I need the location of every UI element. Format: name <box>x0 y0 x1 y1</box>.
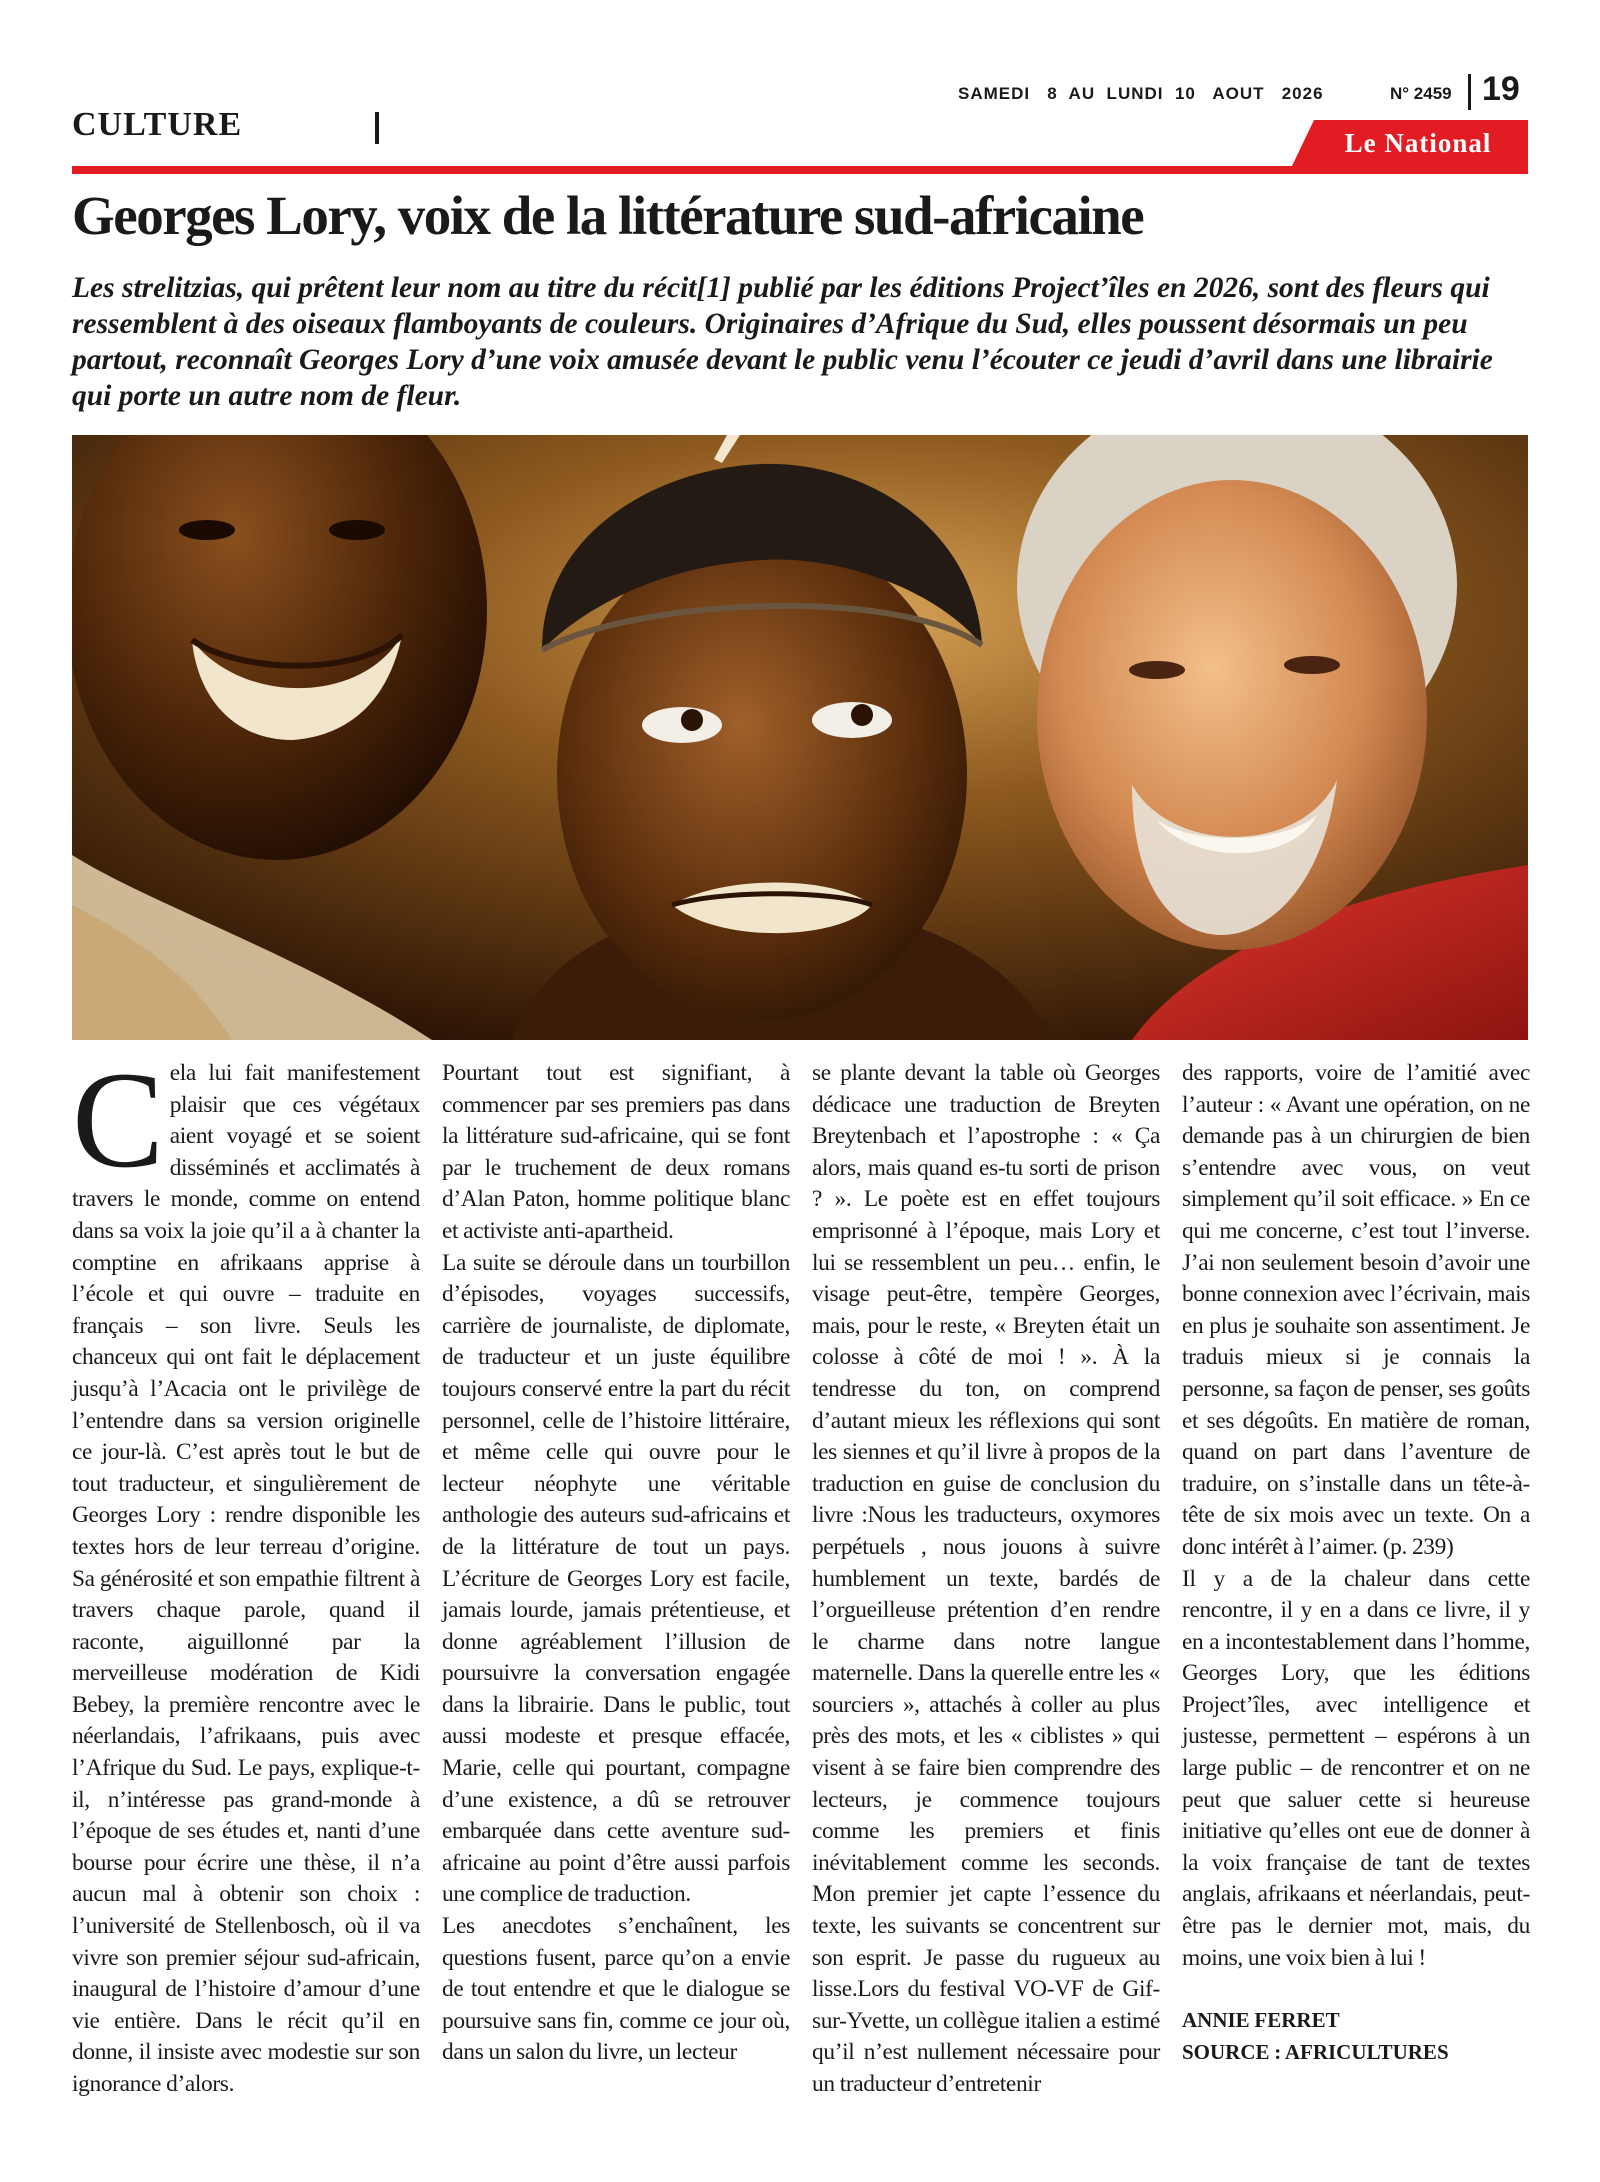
issue-date: SAMEDI 8 AU LUNDI 10 AOUT 2026 <box>958 84 1324 103</box>
article-column-1 <box>72 1043 420 2101</box>
article-paragraph: des rapports, voire de l’amitié avec l’auteur : « Avant une opération, on ne demande pas à un chirurgien de bien s’entendre avec vous, on veut simplement qu’il soit efficace. » En ce qui me concerne, c’est tout l’inverse. J’ai non seulement besoin d’avoir une bonne connexion avec l’écrivain, mais en plus je souhaite son assentiment. Je traduis mieux si je connais la personne, sa façon de penser, ses goûts et ses dégoûts. En matière de roman, quand on part dans l’aventure de traduire, on s’installe dans un tête-à-tête de six mois avec un texte. On a donc intérêt à l’aimer. (p. 239) <box>1182 1060 1530 1560</box>
article-body <box>72 1043 1530 2108</box>
author-name: ANNIE FERRET <box>1182 2008 1340 2033</box>
section-label: CULTURE <box>72 106 243 143</box>
paragraph-text: ela lui fait manifestement plaisir que ces végétaux aient voyagé et se soient disséminés et acclimatés à travers le monde, comme on entend dans sa voix la joie qu’il a à chanter la comptine en afrikaans apprise à l’école et qui ouvre – traduite en français – son livre. Seuls les chanceux qui ont fait le déplacement jusqu’à l’Acacia ont le privilège de l’entendre dans sa version originelle ce jour-là. C’est après tout le but de tout traducteur, et singulièrement de Georges Lory : rendre disponible les textes hors de leur terreau d’origine. Sa générosité et son empathie filtrent à travers chaque parole, quand il raconte, aiguillonné par la merveilleuse modération de Kidi Bebey, la première rencontre avec le néerlandais, l’afrikaans, puis avec l’Afrique du Sud. Le pays, explique-t-il, n’intéresse pas grand-monde à l’époque de ses études et, nanti d’une bourse pour écrire une thèse, il n’a aucun mal à obtenir son choix : l’université de Stellenbosch, où il va vivre son premier séjour sud-africain, inaugural de l’histoire d’amour d’une vie entière. Dans le récit qu’il en donne, il insiste avec modestie sur son ignorance d’alors. <box>72 1060 420 2097</box>
article-paragraph <box>72 1043 420 2101</box>
article-column-4 <box>1182 1058 1530 2068</box>
masthead <box>72 70 1528 174</box>
section-divider <box>375 112 379 144</box>
photo-three-smiling-men-icon <box>72 435 1528 1040</box>
page-number-divider <box>1468 74 1471 110</box>
article-column-3 <box>812 1058 1160 2101</box>
issue-number: N° 2459 <box>1390 84 1452 103</box>
article-paragraph: Les anecdotes s’enchaînent, les questions fusent, parce qu’on a envie de tout entendre et que le dialogue se poursuive sans fin, comme ce jour où, dans un salon du livre, un lecteur <box>442 1913 790 2066</box>
page-number: 19 <box>1482 70 1520 108</box>
header-rule <box>72 166 1528 174</box>
article-lede: Les strelitzias, qui prêtent leur nom au titre du récit[1] publié par les éditions Project’îles en 2026, sont des fleurs qui ressemblent à des oiseaux flamboyants de couleurs. Originaires d’Afrique du Sud, elles poussent désormais un peu partout, reconnaît Georges Lory d’une voix amusée devant le public venu l’écouter ce jeudi d’avril dans une librairie qui porte un autre nom de fleur. <box>72 272 1493 412</box>
article-column-2 <box>442 1058 790 2069</box>
brand-name: Le National <box>1344 128 1492 158</box>
article-headline: Georges Lory, voix de la littérature sud-africaine <box>72 185 1144 246</box>
article-photo <box>72 435 1528 1040</box>
article-paragraph: se plante devant la table où Georges dédicace une traduction de Breyten Breytenbach et l’apostrophe : « Ça alors, mais quand es-tu sorti de prison ? ». Le poète est en effet toujours emprisonné à l’époque, mais Lory et lui se ressemblent un peu… enfin, le visage peut-être, tempère Georges, mais, pour le reste, « Breyten était un colosse à côté de moi ! ». À la tendresse du ton, on comprend d’autant mieux les réflexions qui sont les siennes et qu’il livre à propos de la traduction en guise de conclusion du livre :Nous les traducteurs, oxymores perpétuels , nous jouons à suivre humblement un texte, bardés de l’orgueilleuse prétention d’en rendre le charme dans notre langue maternelle. Dans la querelle entre les « sourciers », attachés à coller au plus près des mots, et les « ciblistes » qui visent à se faire bien comprendre des lecteurs, je commence toujours comme les premiers et finis inévitablement comme les seconds. Mon premier jet capte l’essence du texte, les suivants se concentrent sur son esprit. Je passe du rugueux au lisse.Lors du festival VO-VF de Gif-sur-Yvette, un collègue italien a estimé qu’il n’est nullement nécessaire pour un traducteur d’entretenir <box>812 1060 1160 2097</box>
source-credit: SOURCE : AFRICULTURES <box>1182 2040 1449 2065</box>
byline <box>1182 2004 1530 2068</box>
article-paragraph: La suite se déroule dans un tourbillon d’épisodes, voyages successifs, carrière de journaliste, de diplomate, de traducteur et un juste équilibre toujours conservé entre la part du récit personnel, celle de l’histoire littéraire, et même celle qui ouvre pour le lecteur néophyte une véritable anthologie des auteurs sud-africains et de la littérature de tout un pays. L’écriture de Georges Lory est facile, jamais lourde, jamais prétentieuse, et donne agréablement l’illusion de poursuivre la conversation engagée dans la librairie. Dans le public, tout aussi modeste et presque effacée, Marie, celle qui pourtant, compagne d’une existence, a dû se retrouver embarquée dans cette aventure sud-africaine au point d’être aussi parfois une complice de traduction. <box>442 1249 790 1908</box>
article-paragraph: Il y a de la chaleur dans cette rencontre, il y en a dans ce livre, il y en a incontestablement dans l’homme, Georges Lory, que les éditions Project’îles, avec intelligence et justesse, permettent – espérons à un large public – de rencontrer et on ne peut que saluer cette si heureuse initiative qu’elles ont eue de donner à la voix française de tant de textes anglais, afrikaans et néerlandais, peut-être pas le dernier mot, mais, du moins, une voix bien à lui ! <box>1182 1565 1530 1971</box>
article-paragraph: Pourtant tout est signifiant, à commencer par ses premiers pas dans la littérature sud-africaine, qui se font par le truchement de deux romans d’Alan Paton, homme politique blanc et activiste anti-apartheid. <box>442 1060 790 1244</box>
drop-cap: C <box>72 1043 164 1196</box>
